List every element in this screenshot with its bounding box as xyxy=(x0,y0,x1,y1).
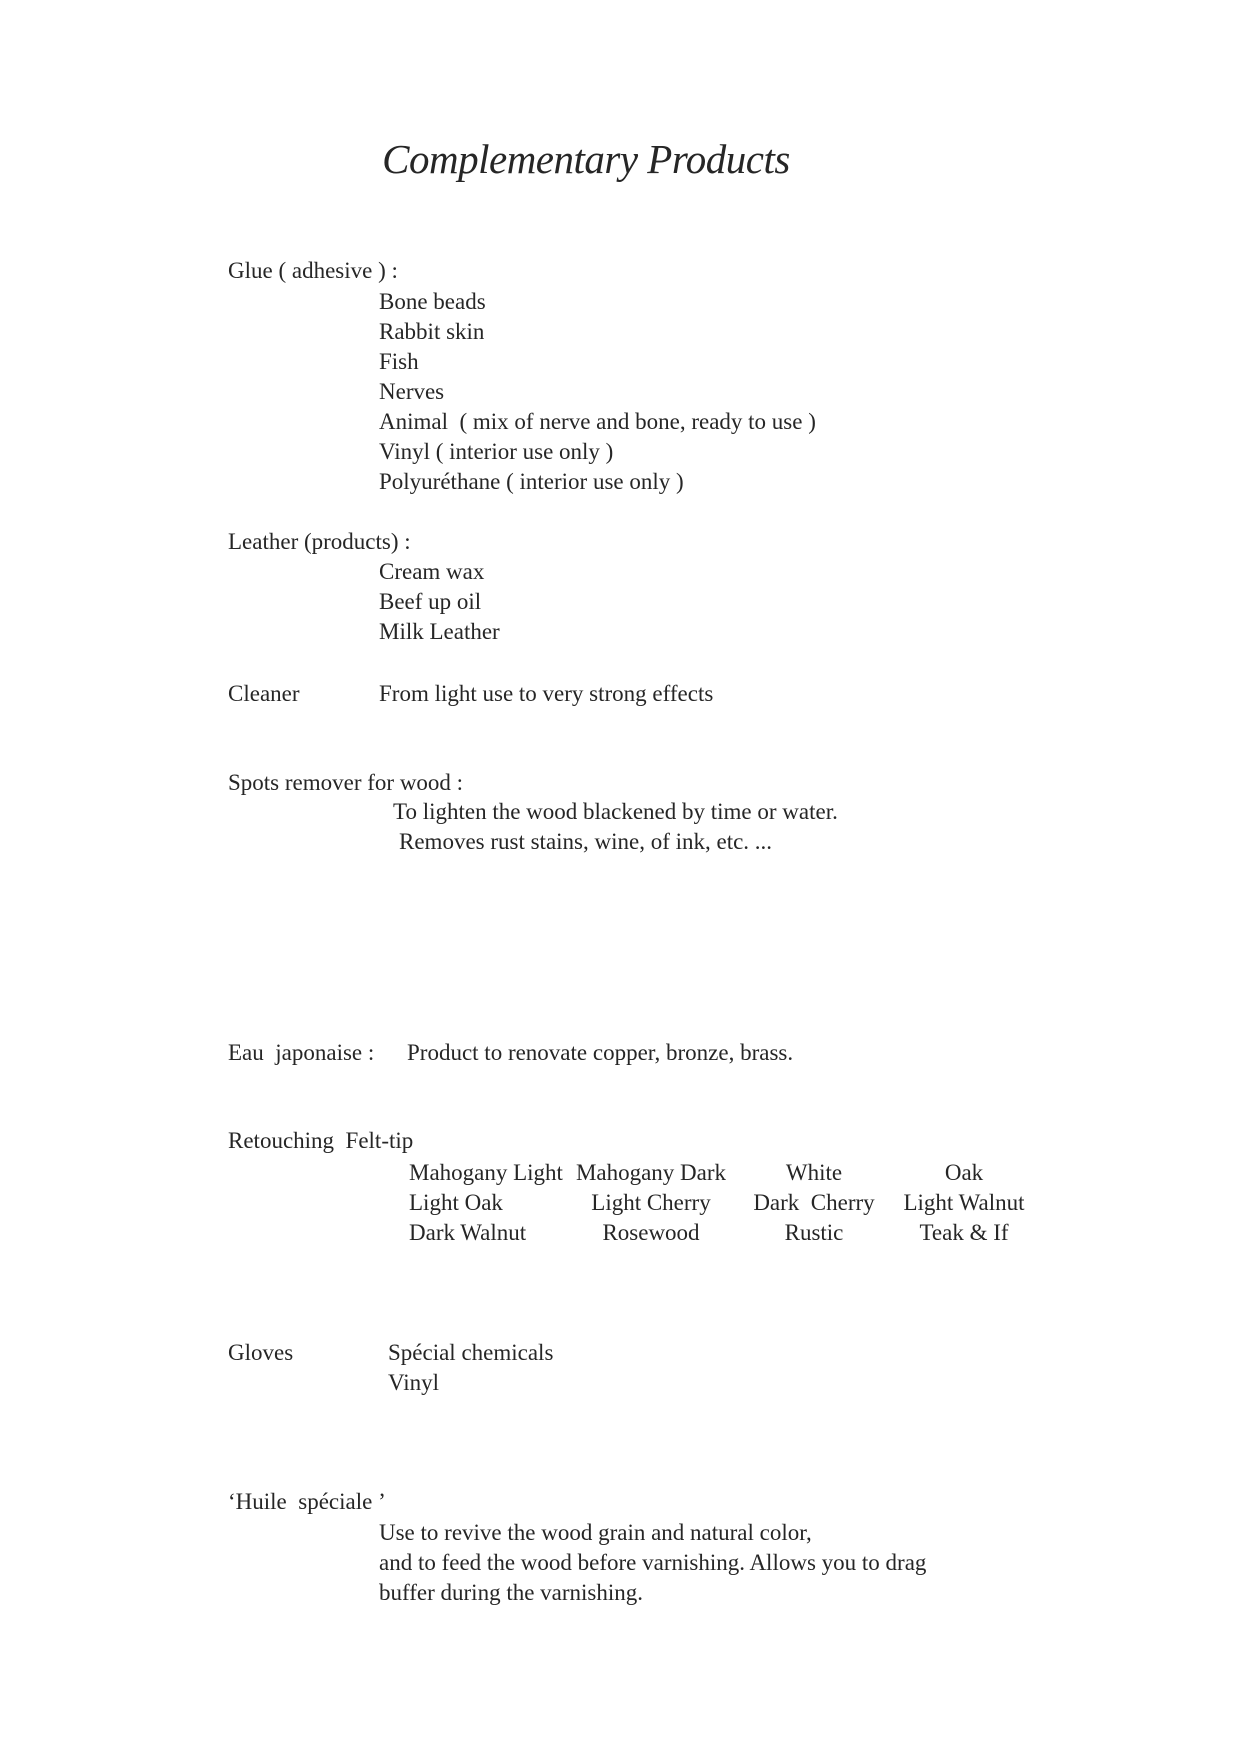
huile-speciale-line: and to feed the wood before varnishing. Allows you to drag xyxy=(379,1550,927,1575)
cleaner-description: From light use to very strong effects xyxy=(379,681,714,706)
huile-speciale-label: ‘Huile spéciale ’ xyxy=(228,1489,386,1514)
eau-japonaise-label: Eau japonaise : xyxy=(228,1040,375,1065)
glue-item: Fish xyxy=(379,349,419,374)
leather-item: Beef up oil xyxy=(379,589,482,614)
leather-section-label: Leather (products) : xyxy=(228,529,411,554)
leather-item: Milk Leather xyxy=(379,619,500,644)
felt-color: Light Oak xyxy=(409,1190,503,1215)
glue-item: Bone beads xyxy=(379,289,486,314)
felt-color: Dark Walnut xyxy=(409,1220,527,1245)
gloves-item: Vinyl xyxy=(388,1370,440,1395)
glue-item: Rabbit skin xyxy=(379,319,485,344)
glue-item-list xyxy=(379,287,816,497)
leather-item: Cream wax xyxy=(379,559,485,584)
spots-remover-item-list xyxy=(393,797,838,857)
cleaner-section-label: Cleaner xyxy=(228,681,300,706)
huile-speciale-line: buffer during the varnishing. xyxy=(379,1580,644,1605)
spots-remover-item: To lighten the wood blackened by time or water. xyxy=(393,799,838,824)
spots-remover-item: Removes rust stains, wine, of ink, etc. ... xyxy=(399,829,773,854)
glue-item: Animal ( mix of nerve and bone, ready to use ) xyxy=(379,409,816,434)
felt-color: Mahogany Dark xyxy=(575,1160,727,1185)
page-title: Complementary Products xyxy=(382,136,790,182)
huile-speciale-line: Use to revive the wood grain and natural color, xyxy=(379,1520,812,1545)
gloves-section-label: Gloves xyxy=(228,1340,294,1365)
gloves-item: Spécial chemicals xyxy=(388,1340,554,1365)
retouching-felt-tip-label: Retouching Felt-tip xyxy=(228,1128,414,1153)
felt-color: Rustic xyxy=(784,1220,844,1245)
glue-item: Nerves xyxy=(379,379,445,404)
spots-remover-section-label: Spots remover for wood : xyxy=(228,770,464,795)
gloves-item-list xyxy=(388,1338,553,1398)
huile-speciale-text xyxy=(379,1518,926,1608)
felt-color: Light Cherry xyxy=(591,1190,711,1215)
felt-color: Teak & If xyxy=(919,1220,1009,1245)
felt-color: Oak xyxy=(944,1160,984,1185)
eau-japonaise-description: Product to renovate copper, bronze, brass. xyxy=(407,1040,794,1065)
felt-color: White xyxy=(785,1160,843,1185)
leather-item-list xyxy=(379,557,500,647)
glue-item: Vinyl ( interior use only ) xyxy=(379,439,614,464)
felt-color: Mahogany Light xyxy=(409,1160,563,1185)
felt-color: Dark Cherry xyxy=(753,1190,875,1215)
felt-tip-color-table xyxy=(409,1158,1031,1248)
glue-section-label: Glue ( adhesive ) : xyxy=(228,258,398,283)
felt-color: Rosewood xyxy=(602,1220,700,1245)
felt-color: Light Walnut xyxy=(903,1190,1025,1215)
glue-item: Polyuréthane ( interior use only ) xyxy=(379,469,684,494)
